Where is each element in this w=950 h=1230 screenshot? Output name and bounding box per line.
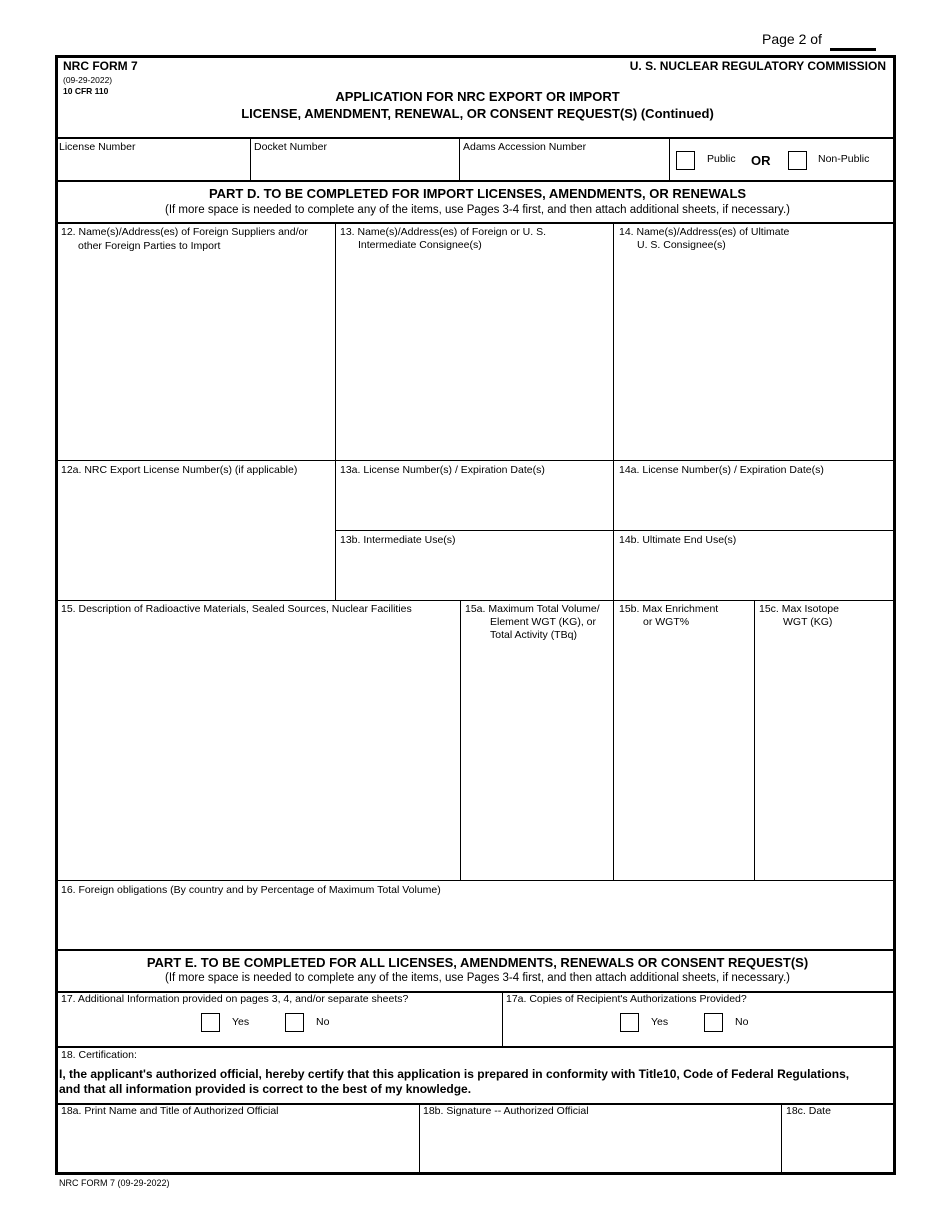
field-14b-label: 14b. Ultimate End Use(s) xyxy=(619,534,737,546)
max-total-volume-field[interactable] xyxy=(464,646,610,876)
intermediate-consignee-field[interactable] xyxy=(340,256,610,456)
ultimate-license-field[interactable] xyxy=(618,480,890,526)
materials-description-field[interactable] xyxy=(60,622,456,876)
page-total-field[interactable] xyxy=(830,48,876,51)
field-12-label: other Foreign Parties to Import xyxy=(78,240,221,252)
date-field[interactable] xyxy=(785,1122,891,1170)
divider xyxy=(419,1105,420,1173)
divider xyxy=(613,601,614,880)
divider xyxy=(669,139,670,181)
certification-text: and that all information provided is correct to the best of my knowledge. xyxy=(59,1082,472,1096)
field-15a-label: Element WGT (KG), or xyxy=(490,616,596,628)
foreign-suppliers-field[interactable] xyxy=(60,256,332,456)
field-12a-label: 12a. NRC Export License Number(s) (if applicable) xyxy=(61,464,298,476)
divider xyxy=(250,139,251,181)
additional-info-yes-checkbox[interactable] xyxy=(201,1013,220,1032)
yes-label: Yes xyxy=(232,1016,250,1028)
ultimate-consignee-field[interactable] xyxy=(618,256,890,456)
adams-number-label: Adams Accession Number xyxy=(463,141,587,153)
part-e-subtitle: (If more space is needed to complete any of the items, use Pages 3-4 first, and then attach additional sheets, if necessary.) xyxy=(165,972,790,984)
divider xyxy=(502,993,503,1047)
public-label: Public xyxy=(707,153,736,165)
intermediate-use-field[interactable] xyxy=(340,550,610,596)
field-18a-label: 18a. Print Name and Title of Authorized Official xyxy=(61,1105,279,1117)
license-number-label: License Number xyxy=(59,141,136,153)
divider xyxy=(781,1105,782,1173)
field-15b-label: or WGT% xyxy=(643,616,690,628)
form-title-line2: LICENSE, AMENDMENT, RENEWAL, OR CONSENT REQUEST(S) (Continued) xyxy=(241,106,714,121)
field-15-label: 15. Description of Radioactive Materials, Sealed Sources, Nuclear Facilities xyxy=(61,603,412,615)
authorizations-no-checkbox[interactable] xyxy=(704,1013,723,1032)
field-13-label: 13. Name(s)/Address(es) of Foreign or U. S. xyxy=(340,226,546,238)
field-14-label: U. S. Consignee(s) xyxy=(637,239,726,251)
field-15c-label: WGT (KG) xyxy=(783,616,833,628)
divider xyxy=(335,224,336,600)
divider xyxy=(55,137,896,139)
divider xyxy=(55,949,896,951)
max-isotope-field[interactable] xyxy=(758,634,890,876)
signature-field[interactable] xyxy=(423,1122,777,1170)
field-14a-label: 14a. License Number(s) / Expiration Date(s) xyxy=(619,464,824,476)
no-label: No xyxy=(316,1016,330,1028)
divider xyxy=(613,224,614,600)
no-label: No xyxy=(735,1016,749,1028)
part-d-subtitle: (If more space is needed to complete any of the items, use Pages 3-4 first, and then attach additional sheets, if necessary.) xyxy=(165,204,790,216)
divider xyxy=(55,1046,896,1048)
field-15a-label: Total Activity (TBq) xyxy=(490,629,577,641)
page-label: Page 2 of xyxy=(762,31,822,47)
field-13-label: Intermediate Consignee(s) xyxy=(358,239,482,251)
agency-name: U. S. NUCLEAR REGULATORY COMMISSION xyxy=(629,59,886,73)
field-17a-label: 17a. Copies of Recipient's Authorizations Provided? xyxy=(506,993,747,1005)
form-number: NRC FORM 7 xyxy=(63,59,138,73)
public-checkbox[interactable] xyxy=(676,151,695,170)
field-15a-label: 15a. Maximum Total Volume/ xyxy=(465,603,600,615)
additional-info-no-checkbox[interactable] xyxy=(285,1013,304,1032)
form-footer: NRC FORM 7 (09-29-2022) xyxy=(59,1178,170,1188)
authorizations-yes-checkbox[interactable] xyxy=(620,1013,639,1032)
field-15c-label: 15c. Max Isotope xyxy=(759,603,839,615)
field-18b-label: 18b. Signature -- Authorized Official xyxy=(423,1105,589,1117)
divider xyxy=(55,222,896,224)
divider xyxy=(55,180,896,182)
field-13a-label: 13a. License Number(s) / Expiration Date(s) xyxy=(340,464,545,476)
non-public-checkbox[interactable] xyxy=(788,151,807,170)
field-18c-label: 18c. Date xyxy=(786,1105,831,1117)
part-e-title: PART E. TO BE COMPLETED FOR ALL LICENSES, AMENDMENTS, RENEWALS OR CONSENT REQUEST(S) xyxy=(146,955,809,970)
divider xyxy=(460,601,461,880)
part-d-title: PART D. TO BE COMPLETED FOR IMPORT LICENSES, AMENDMENTS, OR RENEWALS xyxy=(208,186,747,201)
field-14-label: 14. Name(s)/Address(es) of Ultimate xyxy=(619,226,790,238)
field-17-label: 17. Additional Information provided on pages 3, 4, and/or separate sheets? xyxy=(61,993,409,1005)
non-public-label: Non-Public xyxy=(818,153,870,165)
divider xyxy=(335,530,896,531)
max-enrichment-field[interactable] xyxy=(618,634,750,876)
divider xyxy=(55,880,896,881)
field-16-label: 16. Foreign obligations (By country and by Percentage of Maximum Total Volume) xyxy=(61,884,441,896)
field-13b-label: 13b. Intermediate Use(s) xyxy=(340,534,456,546)
yes-label: Yes xyxy=(651,1016,669,1028)
cfr-reference: 10 CFR 110 xyxy=(63,86,109,96)
divider xyxy=(55,460,896,461)
divider xyxy=(55,600,896,601)
intermediate-license-field[interactable] xyxy=(340,480,610,526)
field-15b-label: 15b. Max Enrichment xyxy=(619,603,719,615)
export-license-field[interactable] xyxy=(60,480,332,596)
divider xyxy=(459,139,460,181)
foreign-obligations-field[interactable] xyxy=(60,900,890,946)
divider xyxy=(754,601,755,880)
official-name-field[interactable] xyxy=(60,1122,415,1170)
field-18-label: 18. Certification: xyxy=(61,1049,137,1061)
ultimate-end-use-field[interactable] xyxy=(618,550,890,596)
certification-text: I, the applicant's authorized official, hereby certify that this application is prepared in conformity with Title10, Code of Federal Regulations, xyxy=(59,1067,850,1081)
or-label: OR xyxy=(751,153,771,168)
field-12-label: 12. Name(s)/Address(es) of Foreign Suppliers and/or xyxy=(61,226,308,238)
form-date: (09-29-2022) xyxy=(63,75,113,85)
docket-number-label: Docket Number xyxy=(254,141,327,153)
form-title-line1: APPLICATION FOR NRC EXPORT OR IMPORT xyxy=(335,89,620,104)
